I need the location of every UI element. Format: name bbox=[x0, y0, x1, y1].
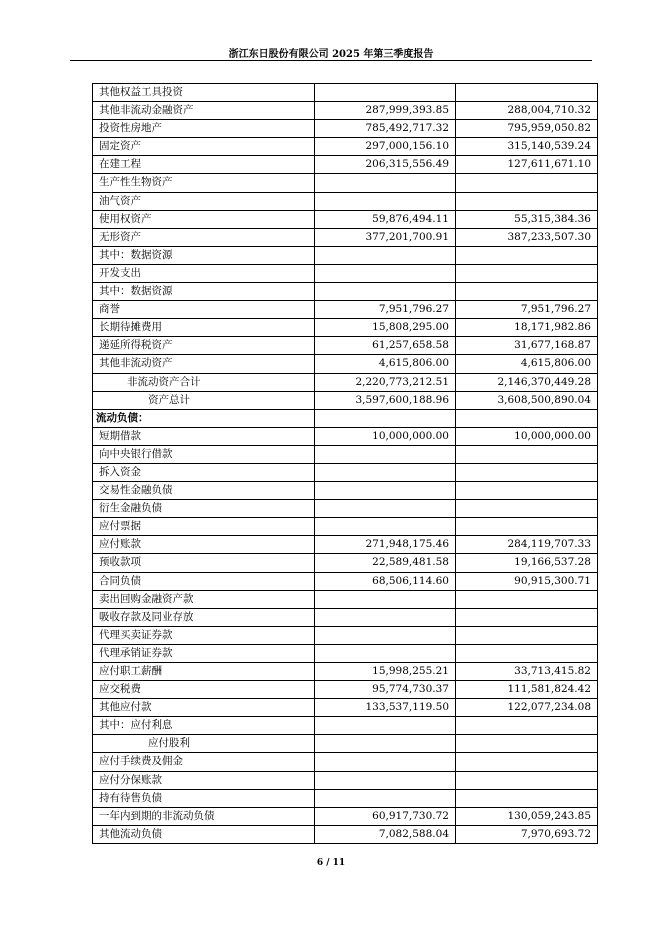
row-label: 应付股利 bbox=[93, 735, 315, 753]
table-row bbox=[93, 84, 598, 102]
current-period-value bbox=[315, 590, 456, 608]
table-row bbox=[93, 355, 598, 373]
current-period-value bbox=[315, 174, 456, 192]
previous-period-value: 315,140,539.24 bbox=[456, 138, 598, 156]
row-label: 应付分保账款 bbox=[93, 771, 315, 789]
row-label: 流动负债： bbox=[93, 409, 315, 427]
previous-period-value: 31,677,168.87 bbox=[456, 337, 598, 355]
table-row bbox=[93, 789, 598, 807]
table-row bbox=[93, 246, 598, 264]
previous-period-value bbox=[456, 644, 598, 662]
table-row bbox=[93, 644, 598, 662]
current-period-value: 287,999,393.85 bbox=[315, 102, 456, 120]
row-label: 交易性金融负债 bbox=[93, 482, 315, 500]
row-label: 衍生金融负债 bbox=[93, 500, 315, 518]
previous-period-value: 288,004,710.32 bbox=[456, 102, 598, 120]
table-row bbox=[93, 192, 598, 210]
previous-period-value bbox=[456, 717, 598, 735]
row-label: 其中：数据资源 bbox=[93, 246, 315, 264]
current-period-value: 15,808,295.00 bbox=[315, 319, 456, 337]
table-row bbox=[93, 608, 598, 626]
previous-period-value: 122,077,234.08 bbox=[456, 699, 598, 717]
previous-period-value: 111,581,824.42 bbox=[456, 681, 598, 699]
previous-period-value bbox=[456, 735, 598, 753]
balance-sheet-body bbox=[93, 84, 598, 844]
table-row bbox=[93, 590, 598, 608]
current-period-value bbox=[315, 192, 456, 210]
table-row bbox=[93, 663, 598, 681]
previous-period-value: 127,611,671.10 bbox=[456, 156, 598, 174]
previous-period-value bbox=[456, 626, 598, 644]
table-row bbox=[93, 301, 598, 319]
previous-period-value bbox=[456, 174, 598, 192]
table-row bbox=[93, 518, 598, 536]
row-label: 投资性房地产 bbox=[93, 120, 315, 138]
previous-period-value: 10,000,000.00 bbox=[456, 427, 598, 445]
table-row bbox=[93, 264, 598, 282]
current-period-value bbox=[315, 753, 456, 771]
current-period-value: 10,000,000.00 bbox=[315, 427, 456, 445]
table-row bbox=[93, 319, 598, 337]
table-row bbox=[93, 717, 598, 735]
table-row bbox=[93, 572, 598, 590]
table-row bbox=[93, 102, 598, 120]
previous-period-value bbox=[456, 500, 598, 518]
row-label: 合同负债 bbox=[93, 572, 315, 590]
table-row bbox=[93, 536, 598, 554]
row-label: 无形资产 bbox=[93, 228, 315, 246]
current-period-value: 59,876,494.11 bbox=[315, 210, 456, 228]
previous-period-value: 130,059,243.85 bbox=[456, 807, 598, 825]
current-period-value: 7,951,796.27 bbox=[315, 301, 456, 319]
current-period-value: 206,315,556.49 bbox=[315, 156, 456, 174]
current-period-value: 133,537,119.50 bbox=[315, 699, 456, 717]
table-row bbox=[93, 482, 598, 500]
table-row bbox=[93, 753, 598, 771]
previous-period-value: 18,171,982.86 bbox=[456, 319, 598, 337]
row-label: 其他非流动金融资产 bbox=[93, 102, 315, 120]
previous-period-value bbox=[456, 590, 598, 608]
previous-period-value bbox=[456, 264, 598, 282]
current-period-value: 68,506,114.60 bbox=[315, 572, 456, 590]
previous-period-value: 4,615,806.00 bbox=[456, 355, 598, 373]
table-row bbox=[93, 427, 598, 445]
previous-period-value bbox=[456, 771, 598, 789]
current-period-value: 22,589,481.58 bbox=[315, 554, 456, 572]
table-row bbox=[93, 807, 598, 825]
current-period-value: 7,082,588.04 bbox=[315, 825, 456, 843]
table-row bbox=[93, 626, 598, 644]
current-period-value bbox=[315, 771, 456, 789]
table-row bbox=[93, 120, 598, 138]
row-label: 应付手续费及佣金 bbox=[93, 753, 315, 771]
current-period-value: 61,257,658.58 bbox=[315, 337, 456, 355]
previous-period-value bbox=[456, 192, 598, 210]
table-row bbox=[93, 337, 598, 355]
current-period-value: 297,000,156.10 bbox=[315, 138, 456, 156]
current-period-value bbox=[315, 482, 456, 500]
row-label: 应交税费 bbox=[93, 681, 315, 699]
previous-period-value: 33,713,415.82 bbox=[456, 663, 598, 681]
previous-period-value bbox=[456, 445, 598, 463]
row-label: 吸收存款及同业存放 bbox=[93, 608, 315, 626]
previous-period-value: 19,166,537.28 bbox=[456, 554, 598, 572]
current-period-value: 377,201,700.91 bbox=[315, 228, 456, 246]
previous-period-value bbox=[456, 608, 598, 626]
row-label: 应付职工薪酬 bbox=[93, 663, 315, 681]
previous-period-value: 7,970,693.72 bbox=[456, 825, 598, 843]
table-row bbox=[93, 500, 598, 518]
previous-period-value bbox=[456, 283, 598, 301]
previous-period-value bbox=[456, 409, 598, 427]
previous-period-value bbox=[456, 789, 598, 807]
table-row bbox=[93, 228, 598, 246]
table-row bbox=[93, 391, 598, 409]
current-period-value bbox=[315, 735, 456, 753]
row-label: 代理买卖证券款 bbox=[93, 626, 315, 644]
row-label: 其他非流动资产 bbox=[93, 355, 315, 373]
current-period-value: 60,917,730.72 bbox=[315, 807, 456, 825]
current-period-value bbox=[315, 789, 456, 807]
current-period-value: 3,597,600,188.96 bbox=[315, 391, 456, 409]
current-period-value bbox=[315, 283, 456, 301]
balance-sheet-table bbox=[92, 83, 598, 844]
current-period-value bbox=[315, 500, 456, 518]
previous-period-value bbox=[456, 463, 598, 481]
previous-period-value bbox=[456, 482, 598, 500]
table-row bbox=[93, 735, 598, 753]
row-label: 其他应付款 bbox=[93, 699, 315, 717]
row-label: 其中：应付利息 bbox=[93, 717, 315, 735]
previous-period-value: 795,959,050.82 bbox=[456, 120, 598, 138]
previous-period-value: 3,608,500,890.04 bbox=[456, 391, 598, 409]
table-row bbox=[93, 463, 598, 481]
current-period-value bbox=[315, 445, 456, 463]
current-period-value: 15,998,255.21 bbox=[315, 663, 456, 681]
table-row bbox=[93, 138, 598, 156]
current-period-value: 95,774,730.37 bbox=[315, 681, 456, 699]
table-row bbox=[93, 156, 598, 174]
row-label: 使用权资产 bbox=[93, 210, 315, 228]
previous-period-value bbox=[456, 753, 598, 771]
row-label: 递延所得税资产 bbox=[93, 337, 315, 355]
row-label: 开发支出 bbox=[93, 264, 315, 282]
row-label: 应付票据 bbox=[93, 518, 315, 536]
previous-period-value: 55,315,384.36 bbox=[456, 210, 598, 228]
current-period-value bbox=[315, 409, 456, 427]
previous-period-value: 90,915,300.71 bbox=[456, 572, 598, 590]
current-period-value: 785,492,717.32 bbox=[315, 120, 456, 138]
previous-period-value: 284,119,707.33 bbox=[456, 536, 598, 554]
row-label: 向中央银行借款 bbox=[93, 445, 315, 463]
current-period-value bbox=[315, 84, 456, 102]
row-label: 拆入资金 bbox=[93, 463, 315, 481]
current-period-value bbox=[315, 463, 456, 481]
previous-period-value bbox=[456, 246, 598, 264]
table-row bbox=[93, 681, 598, 699]
previous-period-value: 7,951,796.27 bbox=[456, 301, 598, 319]
current-period-value bbox=[315, 644, 456, 662]
current-period-value bbox=[315, 264, 456, 282]
row-label: 商誉 bbox=[93, 301, 315, 319]
current-period-value: 4,615,806.00 bbox=[315, 355, 456, 373]
table-row bbox=[93, 373, 598, 391]
row-label: 其他流动负债 bbox=[93, 825, 315, 843]
row-label: 持有待售负债 bbox=[93, 789, 315, 807]
row-label: 资产总计 bbox=[93, 391, 315, 409]
current-period-value bbox=[315, 626, 456, 644]
table-row bbox=[93, 210, 598, 228]
row-label: 预收款项 bbox=[93, 554, 315, 572]
table-row bbox=[93, 445, 598, 463]
current-period-value: 2,220,773,212.51 bbox=[315, 373, 456, 391]
current-period-value bbox=[315, 518, 456, 536]
table-row bbox=[93, 554, 598, 572]
row-label: 固定资产 bbox=[93, 138, 315, 156]
row-label: 代理承销证券款 bbox=[93, 644, 315, 662]
row-label: 生产性生物资产 bbox=[93, 174, 315, 192]
current-period-value bbox=[315, 246, 456, 264]
current-period-value: 271,948,175.46 bbox=[315, 536, 456, 554]
row-label: 长期待摊费用 bbox=[93, 319, 315, 337]
row-label: 其中：数据资源 bbox=[93, 283, 315, 301]
table-row bbox=[93, 771, 598, 789]
table-row bbox=[93, 825, 598, 843]
previous-period-value bbox=[456, 518, 598, 536]
current-period-value bbox=[315, 717, 456, 735]
row-label: 一年内到期的非流动负债 bbox=[93, 807, 315, 825]
current-period-value bbox=[315, 608, 456, 626]
row-label: 卖出回购金融资产款 bbox=[93, 590, 315, 608]
row-label: 其他权益工具投资 bbox=[93, 84, 315, 102]
table-row bbox=[93, 174, 598, 192]
table-row bbox=[93, 283, 598, 301]
page-header: 浙江东日股份有限公司 2025 年第三季度报告 bbox=[228, 49, 434, 60]
previous-period-value: 2,146,370,449.28 bbox=[456, 373, 598, 391]
row-label: 油气资产 bbox=[93, 192, 315, 210]
row-label: 短期借款 bbox=[93, 427, 315, 445]
previous-period-value: 387,233,507.30 bbox=[456, 228, 598, 246]
row-label: 非流动资产合计 bbox=[93, 373, 315, 391]
table-row bbox=[93, 409, 598, 427]
table-row bbox=[93, 699, 598, 717]
row-label: 在建工程 bbox=[93, 156, 315, 174]
previous-period-value bbox=[456, 84, 598, 102]
page-number: 6 / 11 bbox=[316, 858, 346, 868]
header-divider bbox=[70, 60, 592, 61]
row-label: 应付账款 bbox=[93, 536, 315, 554]
